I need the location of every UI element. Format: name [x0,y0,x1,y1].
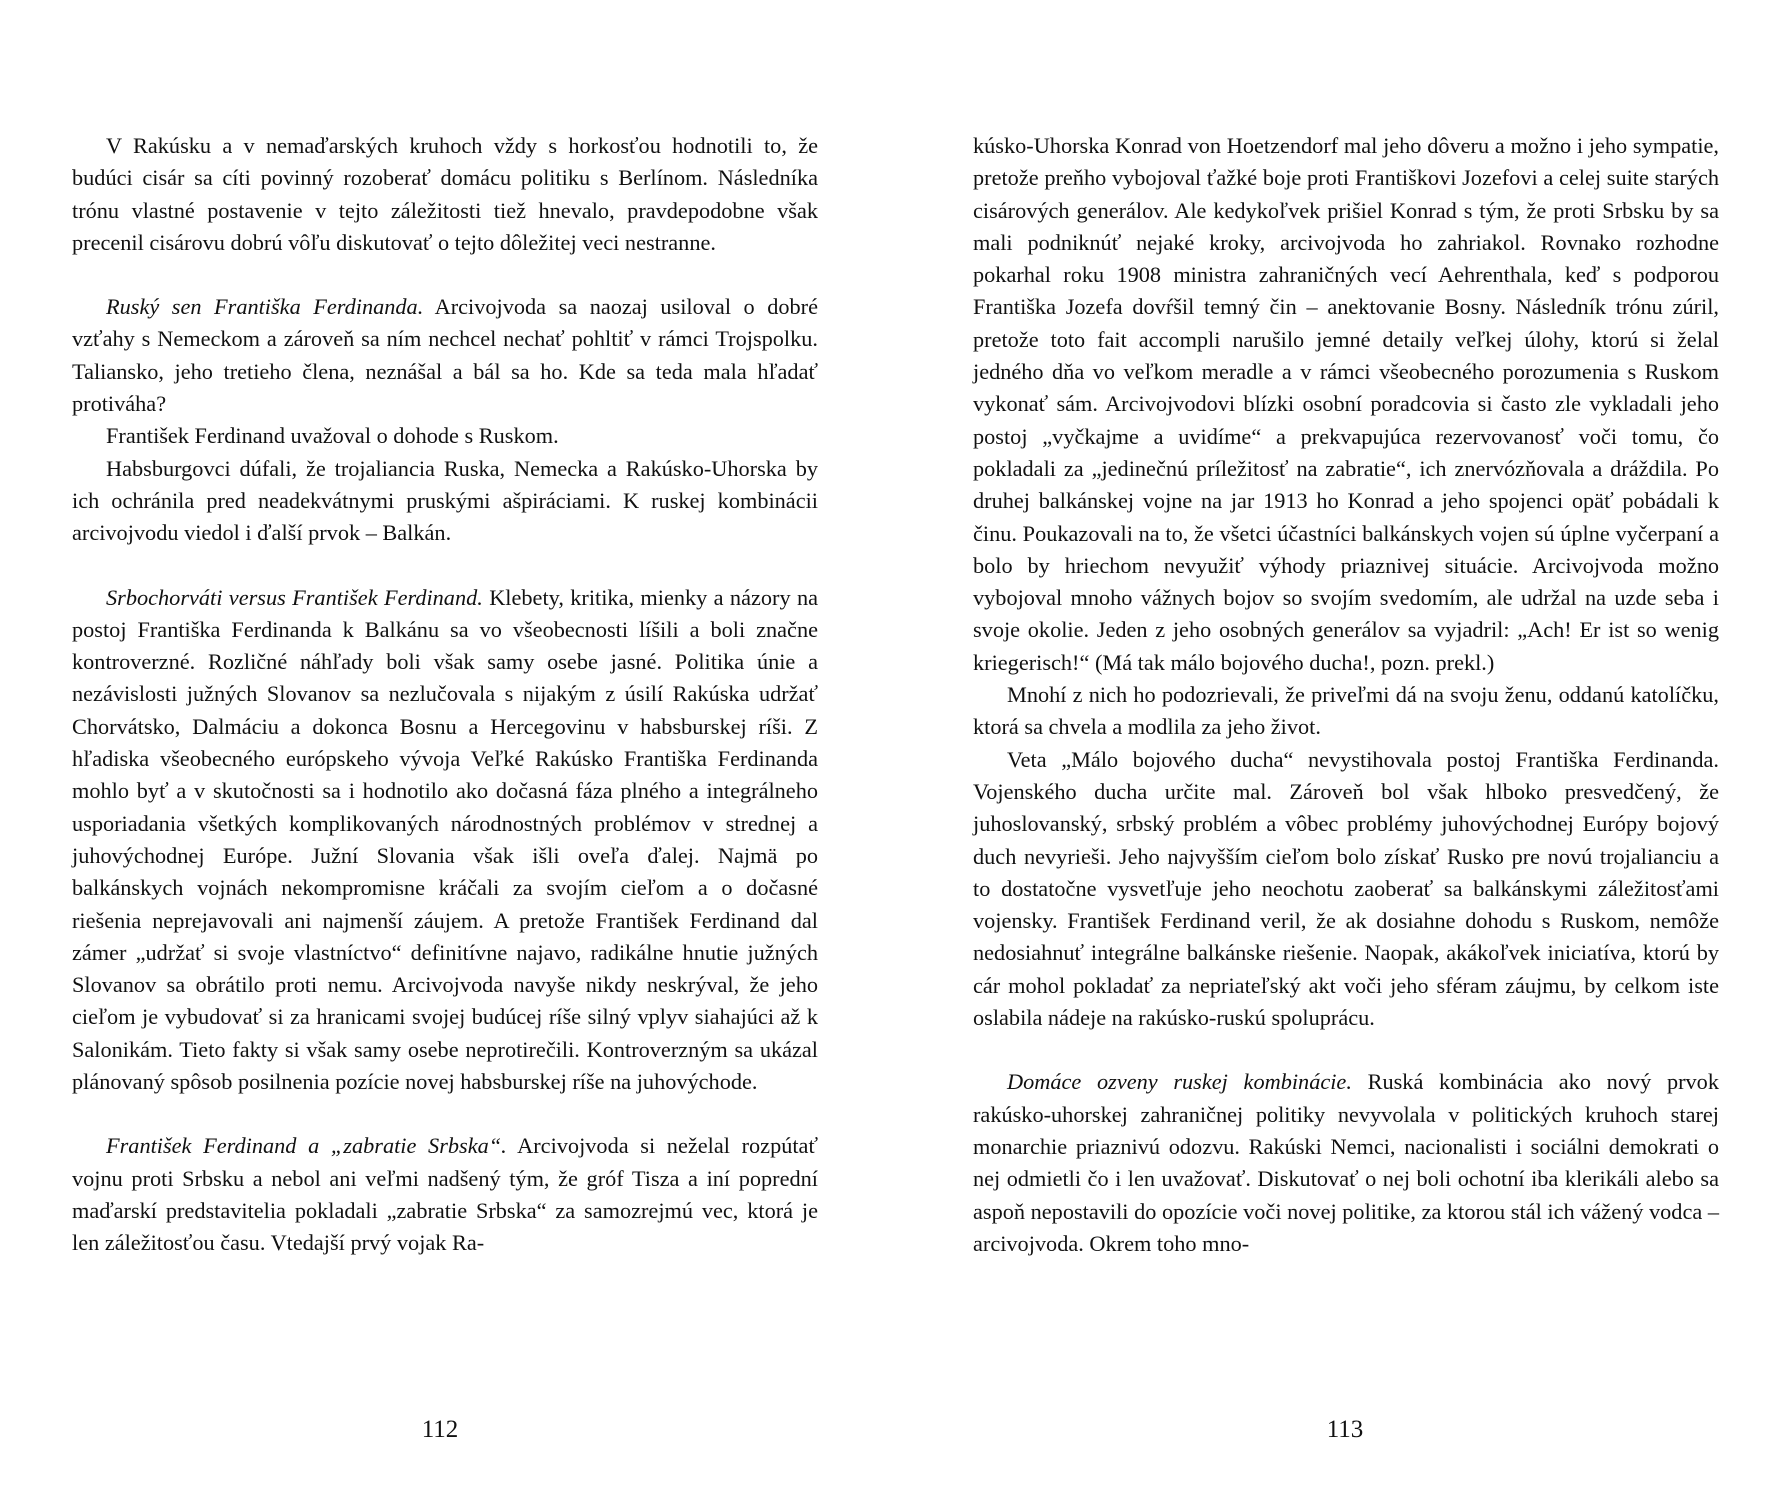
paragraph: Veta „Málo bojového ducha“ nevystihovala postoj Františka Ferdinanda. Vojenského ducha určite mal. Zároveň bol však hlboko presvedčený, že juhoslovanský, srbský problém a vôbec problémy juhovýchodnej Európy bojový duch nevyrieši. Jeho najvyšším cieľom bolo získať Rusko pre novú trojalianciu a to dostatočne vysvetľuje jeho neochotu zaoberať sa balkánskymi záležitosťami vojensky. František Ferdinand veril, že ak dosiahne dohodu s Ruskom, nemôže nedosiahnuť integrálne balkánske riešenie. Naopak, akákoľvek iniciatíva, ktorú by cár mohol pokladať za nepriateľský akt voči jeho sféram záujmu, by celkom iste oslabila nádeje na rakúsko-ruskú spoluprácu. [973,746,1719,1031]
paragraph [72,1130,818,1259]
paragraph-text: Arcivojvoda si neželal rozpútať vojnu proti Srbsku a nebol ani veľmi nadšený tým, že gróf Tisza a iní poprední maďarskí predstavitelia pokladali „zabratie Srbska“ za samozrejmú vec, ktorá je len záležitosťou času. Vtedajší prvý vojak Ra- [72,1133,818,1256]
paragraph [72,582,818,1099]
paragraph: kúsko-Uhorska Konrad von Hoetzendorf mal jeho dôveru a možno i jeho sympatie, pretože preňho vybojoval ťažké boje proti Františkovi Jozefovi a celej suite starých cisárových generálov. Ale kedykoľvek prišiel Konrad s tým, že proti Srbsku by sa mali podniknúť nejaké kroky, arcivojvoda ho zahriakol. Rovnako rozhodne pokarhal roku 1908 ministra zahraničných vecí Aehrenthala, keď s podporou Františka Jozefa dovŕšil temný čin – anektovanie Bosny. Následník trónu zúril, pretože toto fait accompli narušilo jemné detaily veľkej úlohy, ktorú si želal jedného dňa vo veľkom meradle a v rámci všeobecného porozumenia s Ruskom vykonať sám. Arcivojvodovi blízki osobní poradcovia si často zle vykladali jeho postoj „vyčkajme a uvidíme“ a prekvapujúca rezervovanosť voči tomu, čo pokladali za „jedinečnú príležitosť na zabratie“, ich znervózňovala a dráždila. Po druhej balkánskej vojne na jar 1913 ho Konrad a jeho spojenci opäť pobádali k činu. Poukazovali na to, že všetci účastníci balkánskych vojen sú úplne vyčerpaní a bolo by hriechom nevyužiť výhody priaznivej situácie. Arcivojvoda možno vybojoval mnoho vážnych bojov so svojím svedomím, ale udržal na uzde seba i svoje okolie. Jeden z jeho osobných generálov sa vyjadril: „Ach! Er ist so wenig kriegerisch!“ (Má tak málo bojového ducha!, pozn. prekl.) [973,133,1719,675]
paragraph-text: Arcivojvoda sa naozaj usiloval o dobré vzťahy s Nemeckom a zároveň sa ním nechcel nechať pohltiť v rámci Trojspolku. Taliansko, jeho tretieho člena, neznášal a bál sa ho. Kde sa teda mala hľadať protiváha? [72,294,818,417]
paragraph: V Rakúsku a v nemaďarských kruhoch vždy s horkosťou hodnotili to, že budúci cisár sa cíti povinný rozoberať domácu politiku s Berlínom. Následníka trónu vlastné postavenie v tejto záležitosti tiež hnevalo, pravdepodobne však precenil cisárovu dobrú vôľu diskutovať o tejto dôležitej veci nestranne. [72,133,818,255]
section-heading: František Ferdinand a „zabratie Srbska“. [106,1133,507,1159]
section-heading: Ruský sen Františka Ferdinanda. [106,294,424,320]
section-heading: Srbochorváti versus František Ferdinand. [106,584,483,610]
paragraph [72,291,818,420]
paragraph [973,1066,1719,1260]
left-page [72,130,818,1260]
paragraph-text: Klebety, kritika, mienky a názory na postoj Františka Ferdinanda k Balkánu sa vo všeobecnosti líšili a boli značne kontroverzné. Rozličné náhľady boli však samy osebe jasné. Politika únie a nezávislosti južných Slovanov sa nezlučovala s nijakým z úsilí Rakúska udržať Chorvátsko, Dalmáciu a dokonca Bosnu a Hercegovinu v habsburskej ríši. Z hľadiska všeobecného európskeho vývoja Veľké Rakúsko Františka Ferdinanda mohlo byť a v skutočnosti sa i hodnotilo ako dočasná fáza plného a integrálneho usporiadania všetkých komplikovaných národnostných problémov v strednej a juhovýchodnej Európe. Južní Slovania však išli oveľa ďalej. Najmä po balkánskych vojnách nekompromisne kráčali za svojím cieľom a o dočasné riešenia neprejavovali ani najmenší záujem. A pretože František Ferdinand dal zámer „udržať si svoje vlastníctvo“ definitívne najavo, radikálne hnutie južných Slovanov sa obrátilo proti nemu. Arcivojvoda navyše nikdy neskrýval, že jeho cieľom je vybudovať si za hranicami svojej budúcej ríše silný vplyv siahajúci až k Salonikám. Tieto fakty si však samy osebe neprotirečili. Kontroverzným sa ukázal plánovaný spôsob posilnenia pozície novej habsburskej ríše na juhovýchode. [72,584,819,1095]
page-number: 112 [421,1416,459,1443]
paragraph: Mnohí z nich ho podozrievali, že priveľmi dá na svoju ženu, oddanú katolíčku, ktorá sa chvela a modlila za jeho život. [973,682,1719,740]
paragraph: František Ferdinand uvažoval o dohode s Ruskom. [106,423,559,449]
section-heading: Domáce ozveny ruskej kombinácie. [1007,1069,1352,1095]
paragraph: Habsburgovci dúfali, že trojaliancia Ruska, Nemecka a Rakúsko-Uhorska by ich ochránila pred neadekvátnymi pruskými ašpiráciami. K ruskej kombinácii arcivojvodu viedol i ďalší prvok – Balkán. [72,455,818,546]
right-page [973,130,1719,1260]
page-number: 113 [1326,1416,1364,1443]
paragraph-text: Ruská kombinácia ako nový prvok rakúsko-uhorskej zahraničnej politiky nevyvolala v politických kruhoch starej monarchie priaznivú odozvu. Rakúski Nemci, nacionalisti i sociálni demokrati o nej odmietli čo i len uvažovať. Diskutovať o nej boli ochotní iba klerikáli alebo sa aspoň nepostavili do opozície voči novej politike, za ktorou stál ich vážený vodca – arcivojvoda. Okrem toho mno- [973,1069,1719,1256]
